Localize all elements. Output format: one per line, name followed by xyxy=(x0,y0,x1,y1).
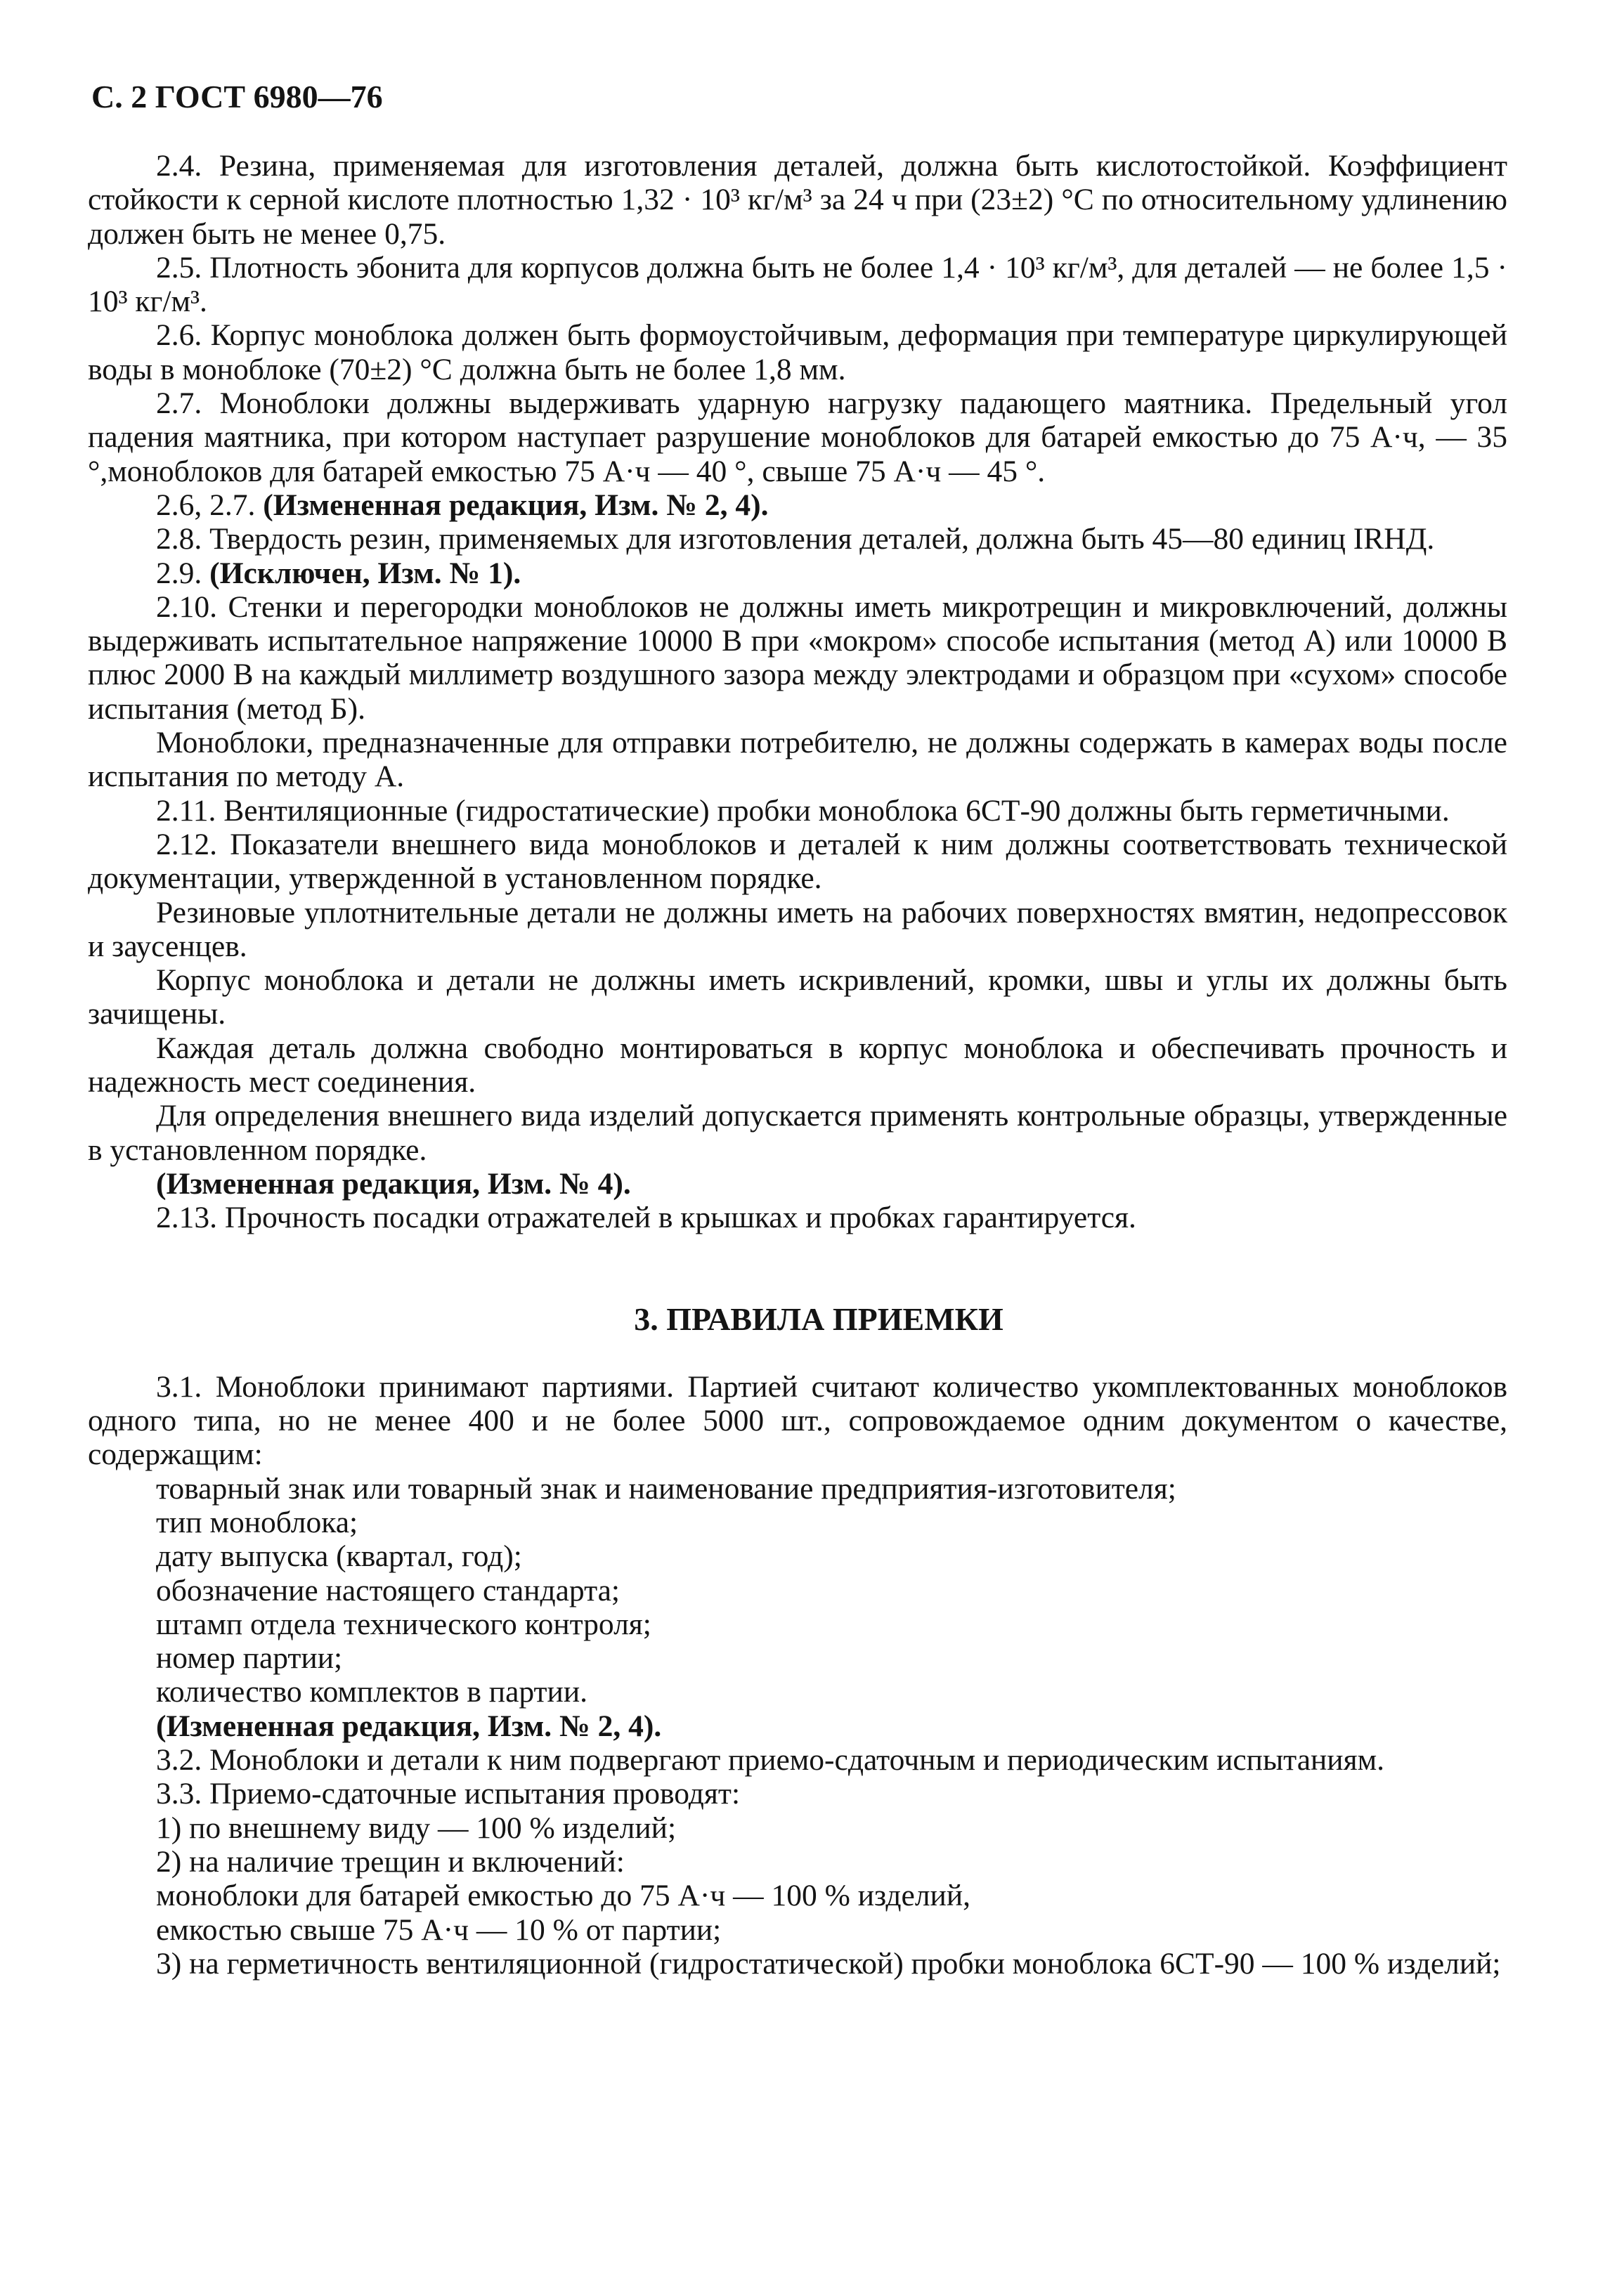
clause-2-9 xyxy=(88,556,1507,590)
clause-2-12: 2.12. Показатели внешнего вида моноблоков и деталей к ним должны соответствовать технической документации, утвержденной в установленном порядке. xyxy=(88,827,1507,896)
clause-2-12-housing: Корпус моноблока и детали не должны иметь искривлений, кромки, швы и углы их должны быть зачищены. xyxy=(88,963,1507,1031)
list-item: тип моноблока; xyxy=(156,1505,358,1539)
section-title: 3. ПРАВИЛА ПРИЕМКИ xyxy=(634,1300,1003,1337)
list-item: 2) на наличие трещин и включений: xyxy=(156,1844,625,1879)
list-item: номер партии; xyxy=(156,1641,343,1676)
clause-number: 2.9. xyxy=(156,556,202,590)
clause-2-12-mounting: Каждая деталь должна свободно монтироваться в корпус моноблока и обеспечивать прочность и надежность мест соединения. xyxy=(88,1031,1507,1100)
clause-3-2: 3.2. Моноблоки и детали к ним подвергают приемо-сдаточным и периодическим испытаниям. xyxy=(156,1743,1384,1778)
list-item: количество комплектов в партии. xyxy=(156,1675,587,1709)
list-item: товарный знак или товарный знак и наименование предприятия-изготовителя; xyxy=(156,1471,1176,1506)
clause-3-1-amendment: (Измененная редакция, Изм. № 2, 4). xyxy=(156,1709,662,1743)
clause-2-8: 2.8. Твердость резин, применяемых для изготовления деталей, должна быть 45—80 единиц IRHД. xyxy=(156,522,1435,556)
clause-3-1: 3.1. Моноблоки принимают партиями. Партией считают количество укомплектованных моноблоков одного типа, но не менее 400 и не более 5000 шт., сопровождаемое одним документом о качестве, содержащим: xyxy=(88,1369,1507,1472)
list-item: дату выпуска (квартал, год); xyxy=(156,1539,522,1574)
list-item: обозначение настоящего стандарта; xyxy=(156,1573,621,1607)
page-header: С. 2 ГОСТ 6980—76 xyxy=(91,79,383,115)
clause-number: 2.6, 2.7. xyxy=(156,488,256,522)
amendment-note: (Измененная редакция, Изм. № 2, 4). xyxy=(263,488,769,522)
document-body xyxy=(88,149,1507,1981)
list-item: штамп отдела технического контроля; xyxy=(156,1607,651,1641)
clause-2-13: 2.13. Прочность посадки отражателей в крышках и пробках гарантируется. xyxy=(156,1201,1136,1235)
clause-2-12-amendment: (Измененная редакция, Изм. № 4). xyxy=(156,1166,631,1201)
clause-3-3: 3.3. Приемо-сдаточные испытания проводят: xyxy=(156,1777,741,1811)
clause-3-3-item-3: 3) на герметичность вентиляционной (гидростатической) пробки моноблока 6СТ-90 — 100 % изделий; xyxy=(156,1946,1501,1981)
clause-2-12-samples: Для определения внешнего вида изделий допускается применять контрольные образцы, утвержденные в установленном порядке. xyxy=(88,1099,1507,1167)
clause-2-4: 2.4. Резина, применяемая для изготовления деталей, должна быть кислотостойкой. Коэффициент стойкости к серной кислоте плотностью 1,32 · 10³ кг/м³ за 24 ч при (23±2) °С по относительному удлинению должен быть не менее 0,75. xyxy=(88,149,1507,251)
clause-2-11: 2.11. Вентиляционные (гидростатические) пробки моноблока 6СТ-90 должны быть герметичными. xyxy=(156,793,1450,828)
clause-2-10-continued: Моноблоки, предназначенные для отправки потребителю, не должны содержать в камерах воды после испытания по методу А. xyxy=(88,726,1507,794)
clause-2-10: 2.10. Стенки и перегородки моноблоков не должны иметь микротрещин и микровключений, должны выдерживать испытательное напряжение 10000 В при «мокром» способе испытания (метод А) или 10000 В плюс 2000 В на каждый миллиметр воздушного зазора между электродами и образцом при «сухом» способе испытания (метод Б). xyxy=(88,589,1507,726)
list-item: емкостью свыше 75 А·ч — 10 % от партии; xyxy=(156,1912,722,1947)
list-item: моноблоки для батарей емкостью до 75 А·ч — 100 % изделий, xyxy=(156,1879,970,1913)
list-item: 1) по внешнему виду — 100 % изделий; xyxy=(156,1811,677,1845)
clause-2-6-2-7-amendment xyxy=(88,488,1507,522)
clause-2-6: 2.6. Корпус моноблока должен быть формоустойчивым, деформация при температуре циркулирующей воды в моноблоке (70±2) °С должна быть не более 1,8 мм. xyxy=(88,318,1507,386)
clause-2-12-rubber: Резиновые уплотнительные детали не должны иметь на рабочих поверхностях вмятин, недопрессовок и заусенцев. xyxy=(88,895,1507,963)
clause-2-5: 2.5. Плотность эбонита для корпусов должна быть не более 1,4 · 10³ кг/м³, для деталей — не более 1,5 · 10³ кг/м³. xyxy=(88,250,1507,319)
clause-2-7: 2.7. Моноблоки должны выдерживать ударную нагрузку падающего маятника. Предельный угол падения маятника, при котором наступает разрушение моноблоков для батарей емкостью до 75 А·ч, — 35 °,моноблоков для батарей емкостью 75 А·ч — 40 °, свыше 75 А·ч — 45 °. xyxy=(88,386,1507,488)
amendment-note: (Исключен, Изм. № 1). xyxy=(209,556,521,590)
